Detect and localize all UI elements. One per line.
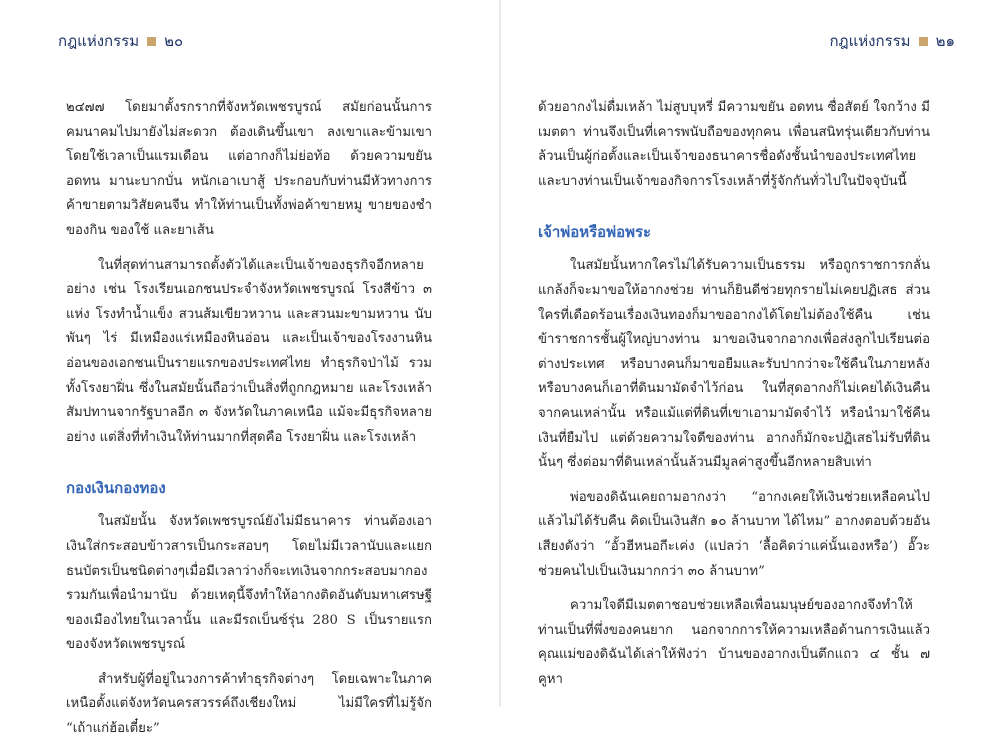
paragraph: ในสมัยนั้น จังหวัดเพชรบูรณ์ยังไม่มีธนาคาร ท่านต้องเอาเงินใส่กระสอบข้าวสารเป็นกระสอบๆ โดยไม่มีเวลานับและแยกธนบัตรเป็นชนิดต่างๆเมื่อมีเวลาว่างก็จะเทเงินจากกระสอบมากองรวมกันเพื่อนำมานับ ด้วยเหตุนี้จึงทำให้อากงติดอันดับมหาเศรษฐีของเมืองไทยในเวลานั้น และมีรถเบ็นซ์รุ่น 280 S เป็นรายแรกของจังหวัดเพชรบูรณ์	[66, 514, 432, 653]
paragraph: ความใจดีมีเมตตาชอบช่วยเหลือเพื่อนมนุษย์ของอากงจึงทำให้ท่านเป็นที่พึ่งของคนยาก นอกจากการให้ความเหลือด้านการเงินแล้ว คุณแม่ของดิฉันได้เล่าให้ฟังว่า บ้านของอากงเป็นตึกแถว ๔ ชั้น ๗ คูหา	[538, 598, 930, 687]
paragraph: ในสมัยนั้นหากใครไม่ได้รับความเป็นธรรม หรือถูกราชการกลั่นแกล้งก็จะมาขอให้อากงช่วย ท่านก็ยินดีช่วยทุกรายไม่เคยปฏิเสธ ส่วนใครที่เดือดร้อนเรื่องเงินทองก็มาขออากงได้โดยไม่ต้องใช้คืน เช่น ข้าราชการชั้นผู้ใหญ่บางท่าน มาขอเงินจากอากงเพื่อส่งลูกไปเรียนต่อต่างประเทศ หรือบางคนก็มาขอยืมและรับปากว่าจะใช้คืนในภายหลัง หรือบางคนก็เอาที่ดินมามัดจำไว้ก่อน ในที่สุดอากงก็ไม่เคยได้เงินคืนจากคนเหล่านั้น หรือแม้แต่ที่ดินที่เขาเอามามัดจำไว้ หรือนำมาใช้คืนเงินที่ยืมไป แต่ด้วยความใจดีของท่าน อากงก็มักจะปฏิเสธไม่รับที่ดินนั้นๆ ซึ่งต่อมาที่ดินเหล่านั้นล้วนมีมูลค่าสูงขึ้นอีกหลายสิบเท่า	[538, 258, 930, 471]
paragraph: ๒๔๗๗ โดยมาตั้งรกรากที่จังหวัดเพชรบูรณ์ สมัยก่อนนั้นการคมนาคมไปมายังไม่สะดวก ต้องเดินขึ้นเขา ลงเขาและข้ามเขาโดยใช้เวลาเป็นแรมเดือน แต่อากงก็ไม่ย่อท้อ ด้วยความขยัน อดทน มานะบากบั่น หนักเอาเบาสู้ ประกอบกับท่านมีหัวทางการค้าขายตามวิสัยคนจีน ทำให้ท่านเป็นทั้งพ่อค้าขายหมู ขายของชำของกิน ของใช้ และยาเส้น	[66, 100, 432, 238]
book-title-left: กฎแห่งกรรม	[58, 32, 140, 50]
running-head-left	[58, 30, 183, 52]
square-ornament-icon	[147, 37, 156, 46]
square-ornament-icon	[919, 37, 928, 46]
left-page-body	[66, 96, 432, 752]
running-head-right	[829, 30, 955, 52]
page-number-right: ๒๑	[935, 32, 955, 50]
paragraph: ในที่สุดท่านสามารถตั้งตัวได้และเป็นเจ้าของธุรกิจอีกหลายอย่าง เช่น โรงเรียนเอกชนประจำจังหวัดเพชรบูรณ์ โรงสีข้าว ๓ แห่ง โรงทำน้ำแข็ง สวนส้มเขียวหวาน และสวนมะขามหวาน นับพันๆ ไร่ มีเหมืองแร่เหมืองหินอ่อน และเป็นเจ้าของโรงงานหินอ่อนของเอกชนเป็นรายแรกของประเทศไทย ทำธุรกิจป่าไม้ รวมทั้งโรงยาฝิ่น ซึ่งในสมัยนั้นถือว่าเป็นสิ่งที่ถูกกฎหมาย และโรงเหล้าสัมปทานจากรัฐบาลอีก ๓ จังหวัดในภาคเหนือ แม้จะมีธุรกิจหลายอย่าง แต่สิ่งที่ทำเงินให้ท่านมากที่สุดคือ โรงยาฝิ่น และโรงเหล้า	[66, 257, 432, 445]
section-heading: เจ้าพ่อหรือพ่อพระ	[538, 223, 652, 242]
paragraph: ด้วยอากงไม่ดื่มเหล้า ไม่สูบบุหรี่ มีความขยัน อดทน ซื่อสัตย์ ใจกว้าง มีเมตตา ท่านจึงเป็นที่เคารพนับถือของทุกคน เพื่อนสนิทรุ่นเดียวกับท่านล้วนเป็นผู้ก่อตั้งและเป็นเจ้าของธนาคารชื่อดังชั้นนำของประเทศไทย และบางท่านเป็นเจ้าของกิจการโรงเหล้าที่รู้จักกันทั่วไปในปัจจุบันนี้	[538, 100, 930, 189]
page-gutter	[499, 0, 501, 707]
book-title-right: กฎแห่งกรรม	[829, 32, 911, 50]
page-number-left: ๒๐	[164, 32, 184, 50]
paragraph: พ่อของดิฉันเคยถามอากงว่า “อากงเคยให้เงินช่วยเหลือคนไปแล้วไม่ได้รับคืน คิดเป็นเงินสัก ๑๐ ล้านบาท ได้ไหม” อากงตอบด้วยอันเสียงดังว่า “อั้วฮีหนอกีะเค่ง (แปลว่า ‘ลื้อคิดว่าแค่นั้นเองหรือ’) อั๊วะช่วยคนไปเป็นเงินมากกว่า ๓๐ ล้านบาท”	[538, 489, 930, 579]
right-page-body	[538, 96, 930, 702]
paragraph: สำหรับผู้ที่อยู่ในวงการค้าทำธุรกิจต่างๆ โดยเฉพาะในภาคเหนือตั้งแต่จังหวัดนครสวรรค์ถึงเชียงใหม่ ไม่มีใครที่ไม่รู้จัก “เถ้าแก่ฮ้อเตี๋ยะ”	[66, 671, 432, 737]
section-heading: กองเงินกองทอง	[66, 479, 166, 498]
